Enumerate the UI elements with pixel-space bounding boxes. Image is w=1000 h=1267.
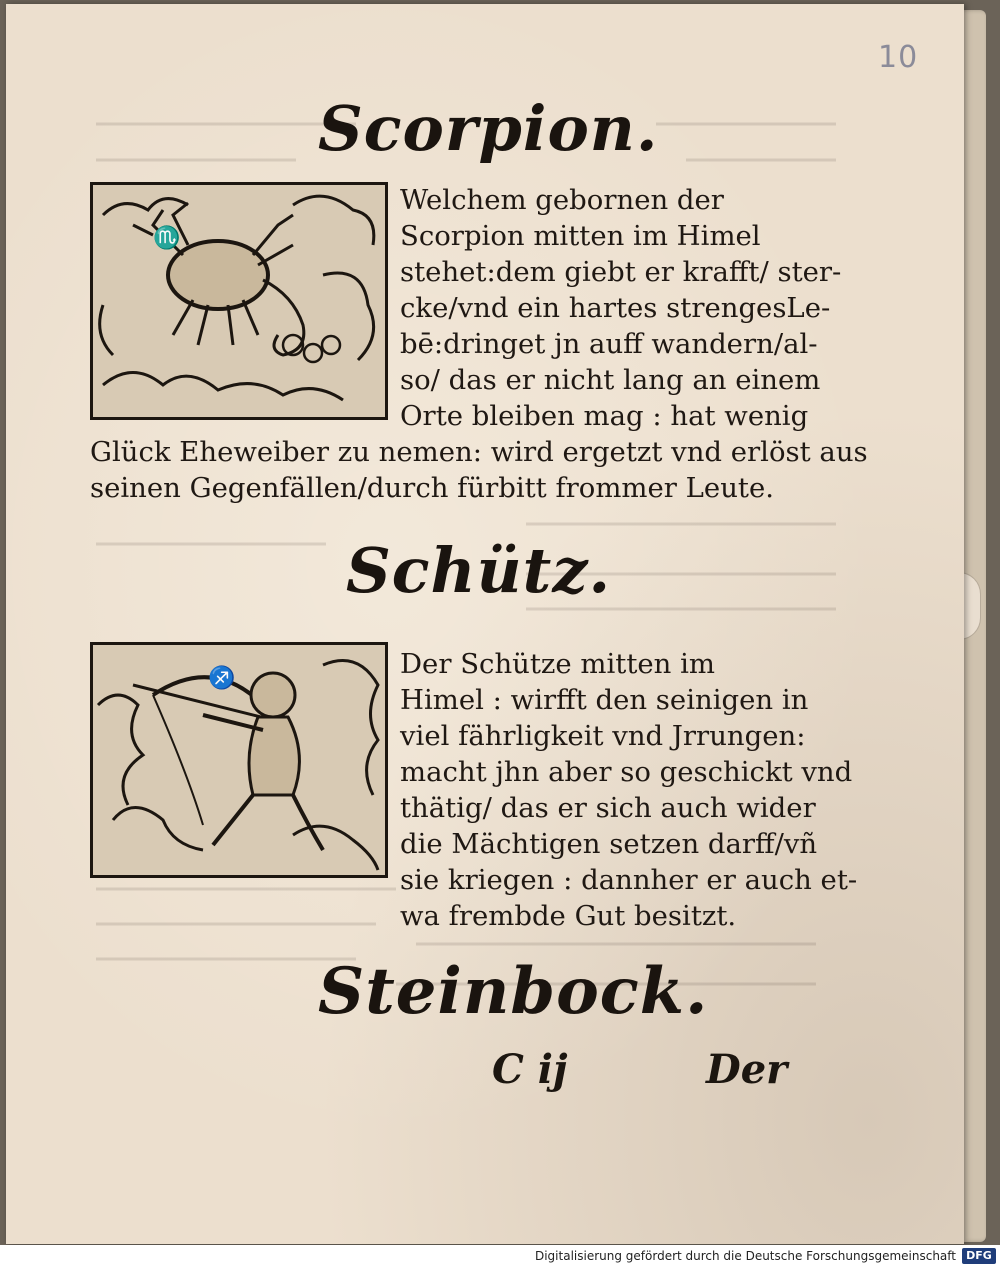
schuetz-line: die Mächtigen setzen darff/vñ [400, 828, 818, 860]
svg-text:♐: ♐ [208, 666, 236, 691]
scorpion-woodcut [90, 182, 388, 420]
schuetz-line: Der Schütze mitten im [400, 648, 716, 680]
scorpion-text-block [400, 182, 841, 434]
footer-credit: Digitalisierung gefördert durch die Deutsche Forschungsgemeinschaft [534, 1249, 956, 1263]
scorpion-line: stehet:dem giebt er krafft/ ster- [400, 256, 842, 288]
archer-woodcut [90, 642, 388, 878]
scorpion-line: cke/vnd ein hartes strengesLe- [400, 292, 831, 324]
catchword: Der [706, 1046, 788, 1093]
schuetz-line: thätig/ das er sich auch wider [400, 792, 816, 824]
scorpion-text-continued [90, 434, 868, 506]
schuetz-line: sie kriegen : dannher er auch et- [400, 864, 858, 896]
schuetz-line: viel fährligkeit vnd Jrrungen: [400, 720, 806, 752]
folio-number: 10 [878, 40, 919, 75]
scorpion-line: Welchem gebornen der [400, 184, 724, 216]
scorpion-line: Orte bleiben mag : hat wenig [400, 400, 809, 432]
schuetz-line: wa frembde Gut besitzt. [400, 900, 737, 932]
signature-mark: C ij [492, 1046, 568, 1093]
scorpion-line: bē:dringet jn auff wandern/al- [400, 328, 818, 360]
book-page [6, 4, 964, 1244]
heading-steinbock: Steinbock. [318, 954, 709, 1029]
heading-schuetz: Schütz. [346, 534, 612, 607]
scorpion-line: Glück Eheweiber zu nemen: wird ergetzt vnd erlöst aus [90, 436, 868, 468]
scorpion-line: so/ das er nicht lang an einem [400, 364, 821, 396]
schuetz-text-block [400, 646, 857, 934]
schuetz-line: macht jhn aber so geschickt vnd [400, 756, 853, 788]
heading-scorpion: Scorpion. [318, 92, 659, 165]
archer-woodcut-icon [93, 645, 385, 875]
dfg-logo: DFG [962, 1248, 996, 1264]
scorpion-line: seinen Gegenfällen/durch fürbitt frommer Leute. [90, 472, 774, 504]
schuetz-line: Himel : wirfft den seinigen in [400, 684, 809, 716]
svg-text:♏: ♏ [153, 226, 181, 251]
scorpion-line: Scorpion mitten im Himel [400, 220, 761, 252]
footer-bar [0, 1245, 1000, 1267]
scorpion-woodcut-icon [93, 185, 385, 417]
